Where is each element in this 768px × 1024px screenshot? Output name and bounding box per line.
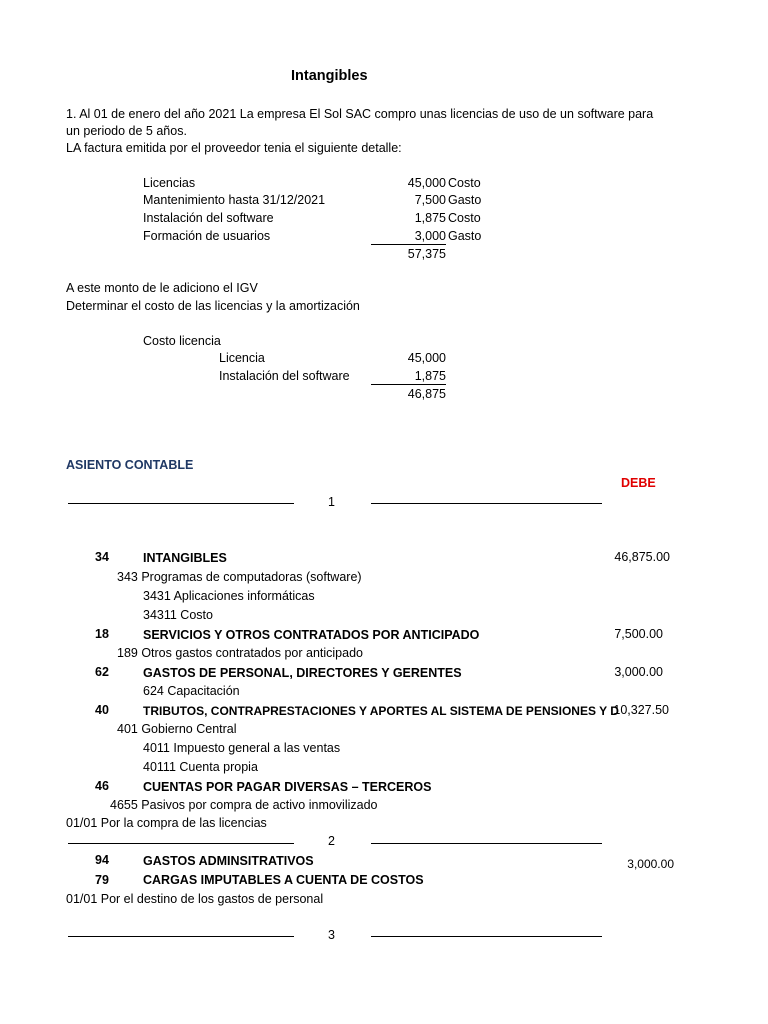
invoice-item-type: Costo	[448, 211, 481, 225]
cost-item-amount: 1,875	[414, 369, 446, 383]
cost-item-label: Instalación del software	[219, 369, 350, 383]
account-code: 46	[95, 779, 109, 793]
entry-number: 1	[328, 495, 335, 509]
invoice-total-rule	[371, 244, 446, 245]
entry-separator-left	[68, 503, 294, 504]
problem-line-3: LA factura emitida por el proveedor tenia el siguiente detalle:	[66, 141, 402, 155]
entry-gloss: 01/01 Por el destino de los gastos de personal	[66, 892, 324, 906]
invoice-item-label: Licencias	[143, 176, 196, 190]
subaccount: 4011 Impuesto general a las ventas	[143, 741, 341, 755]
entry-separator-left	[68, 843, 294, 844]
entry-separator-left	[68, 936, 294, 937]
subaccount: 3431 Aplicaciones informáticas	[143, 589, 315, 603]
debit-amount: 3,000.00	[627, 857, 674, 871]
invoice-item-type: Gasto	[448, 193, 482, 207]
debit-amount: 46,875.00	[614, 550, 670, 564]
account-code: 34	[95, 550, 109, 564]
debit-amount: 3,000.00	[614, 665, 663, 679]
problem-line-1: 1. Al 01 de enero del año 2021 La empresa El Sol SAC compro unas licencias de uso de un software para	[66, 107, 654, 121]
account-name: CARGAS IMPUTABLES A CUENTA DE COSTOS	[143, 873, 424, 887]
invoice-item-amount: 1,875	[414, 211, 446, 225]
account-code: 18	[95, 627, 109, 641]
entry-number: 2	[328, 834, 335, 848]
subaccount: 624 Capacitación	[143, 684, 240, 698]
invoice-item-type: Gasto	[448, 229, 482, 243]
page-title: Intangibles	[291, 68, 368, 84]
subaccount: 189 Otros gastos contratados por anticipado	[117, 646, 363, 660]
invoice-item-amount: 45,000	[407, 176, 446, 190]
cost-heading: Costo licencia	[143, 334, 221, 348]
account-name: GASTOS DE PERSONAL, DIRECTORES Y GERENTES	[143, 666, 462, 680]
cost-item-label: Licencia	[219, 351, 265, 365]
igv-note: A este monto de le adiciono el IGV	[66, 281, 258, 295]
account-name: SERVICIOS Y OTROS CONTRATADOS POR ANTICIPADO	[143, 628, 480, 642]
journal-heading: ASIENTO CONTABLE	[66, 458, 194, 472]
invoice-item-label: Instalación del software	[143, 211, 274, 225]
entry-number: 3	[328, 928, 335, 942]
account-name: TRIBUTOS, CONTRAPRESTACIONES Y APORTES AL SISTEMA DE PENSIONES Y D	[143, 704, 619, 718]
invoice-item-amount: 7,500	[414, 193, 446, 207]
entry-separator-right	[371, 503, 602, 504]
cost-total-rule	[371, 384, 446, 385]
account-code: 40	[95, 703, 109, 717]
invoice-total: 57,375	[407, 247, 446, 261]
entry-separator-right	[371, 843, 602, 844]
account-code: 94	[95, 853, 109, 867]
account-name: GASTOS ADMINSITRATIVOS	[143, 854, 314, 868]
subaccount: 401 Gobierno Central	[117, 722, 237, 736]
cost-total: 46,875	[407, 387, 446, 401]
cost-item-amount: 45,000	[407, 351, 446, 365]
subaccount: 4655 Pasivos por compra de activo inmovilizado	[110, 798, 378, 812]
debit-amount: 10,327.50	[613, 703, 669, 717]
entry-gloss: 01/01 Por la compra de las licencias	[66, 816, 267, 830]
debe-label: DEBE	[621, 476, 656, 490]
invoice-item-amount: 3,000	[414, 229, 446, 243]
account-name: CUENTAS POR PAGAR DIVERSAS – TERCEROS	[143, 780, 432, 794]
account-code: 62	[95, 665, 109, 679]
invoice-item-type: Costo	[448, 176, 481, 190]
account-code: 79	[95, 873, 109, 887]
subaccount: 34311 Costo	[143, 608, 213, 622]
account-name: INTANGIBLES	[143, 551, 227, 565]
invoice-item-label: Formación de usuarios	[143, 229, 271, 243]
invoice-item-label: Mantenimiento hasta 31/12/2021	[143, 193, 326, 207]
entry-separator-right	[371, 936, 602, 937]
task-note: Determinar el costo de las licencias y la amortización	[66, 299, 360, 313]
subaccount: 40111 Cuenta propia	[143, 760, 258, 774]
problem-line-2: un periodo de 5 años.	[66, 124, 187, 138]
debit-amount: 7,500.00	[614, 627, 663, 641]
subaccount: 343 Programas de computadoras (software)	[117, 570, 362, 584]
